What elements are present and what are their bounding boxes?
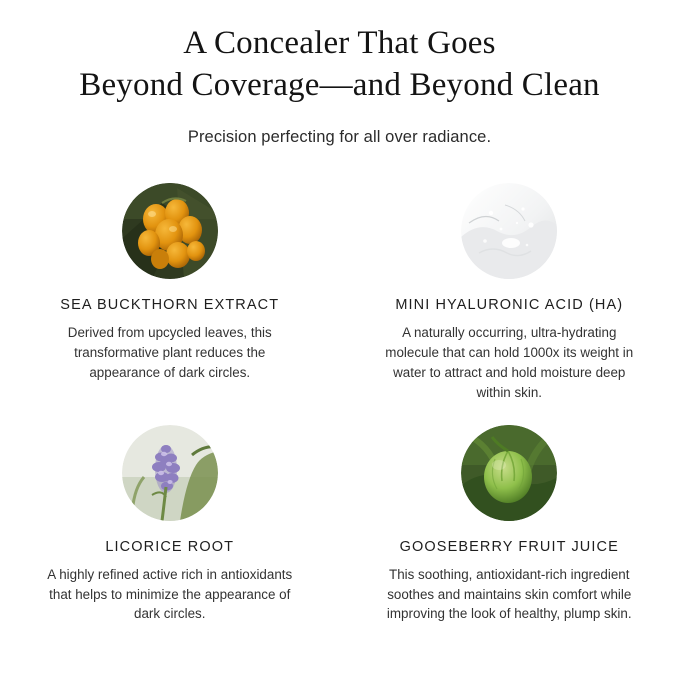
page-header — [0, 0, 679, 147]
ingredient-description: Derived from upcycled leaves, this transformative plant reduces the appearance of dark circles. — [67, 325, 272, 381]
page-title — [30, 22, 650, 106]
ingredient-card-gooseberry — [340, 425, 679, 624]
licorice-root-image — [122, 425, 218, 521]
ingredient-card-licorice-root — [0, 425, 340, 624]
ingredient-description: A naturally occurring, ultra-hydrating molecule that can hold 1000x its weight in water to attract and hold moisture deep within skin. — [385, 325, 634, 400]
ingredient-name: LICORICE ROOT — [105, 538, 235, 555]
hyaluronic-acid-image — [461, 183, 557, 279]
page-subtitle: Precision perfecting for all over radiance. — [187, 128, 492, 147]
headline-line-2: Beyond Coverage—and Beyond Clean — [79, 67, 600, 104]
ingredient-card-sea-buckthorn — [0, 183, 340, 402]
ingredient-card-hyaluronic-acid — [340, 183, 679, 402]
sea-buckthorn-image — [122, 183, 218, 279]
gooseberry-image — [461, 425, 557, 521]
ingredient-description: This soothing, antioxidant-rich ingredient soothes and maintains skin comfort while improving the look of healthy, plump skin. — [386, 566, 632, 622]
headline-line-1: A Concealer That Goes — [183, 25, 496, 61]
ingredient-grid — [0, 183, 679, 624]
ingredient-name: SEA BUCKTHORN EXTRACT — [60, 297, 280, 314]
ingredient-name: GOOSEBERRY FRUIT JUICE — [399, 538, 619, 555]
ingredient-description: A highly refined active rich in antioxidants that helps to minimize the appearance of dark circles. — [47, 566, 293, 622]
ingredient-name: MINI HYALURONIC ACID (HA) — [395, 297, 624, 314]
